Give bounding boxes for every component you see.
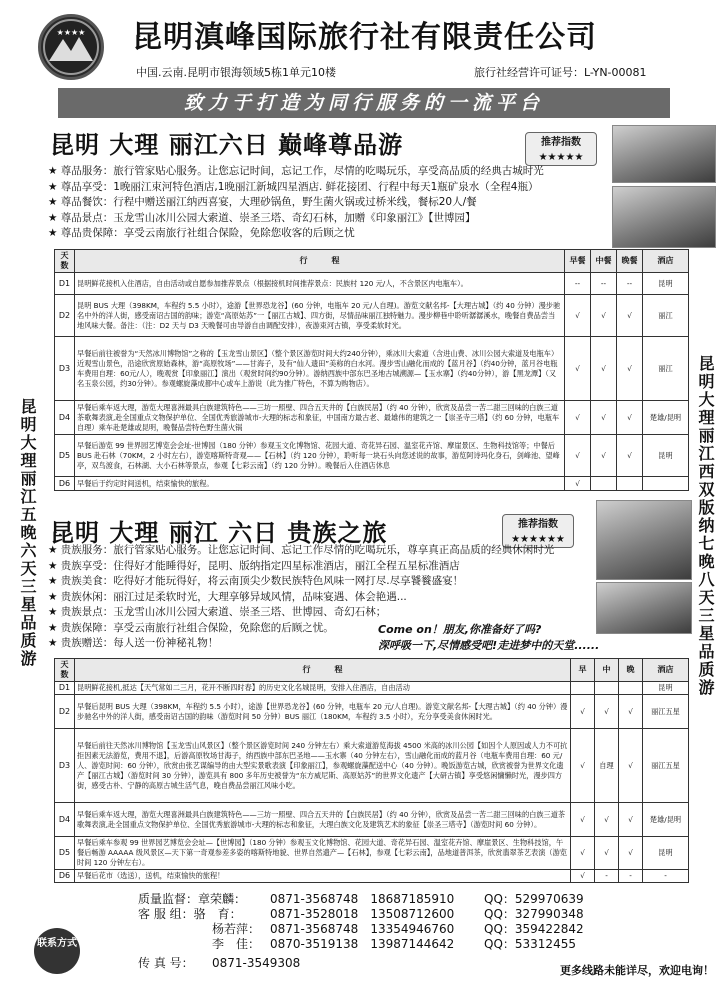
col-itinerary: 行 程 xyxy=(75,250,565,273)
col-day: 天数 xyxy=(55,659,75,682)
dinner xyxy=(617,477,643,491)
breakfast: √ xyxy=(565,477,591,491)
day: D6 xyxy=(55,870,75,883)
dinner: √ xyxy=(617,435,643,477)
contact-qq: QQ：359422842 xyxy=(484,922,584,936)
lunch: √ xyxy=(591,295,617,337)
itinerary: 早餐后游览 99 世界园艺博览会会址-世博园（180 分钟）参观玉文化博物馆、花园大道、奇花异石园、温室花卉馆、摩崖景区、生物科技馆等；中餐后 BUS 赴石林（70KM，2 小时左右），游览喀斯特奇观——【石林】（约 120 分钟），聆听每一块石头向您述说的故事，游览阿诗玛化身石，剑峰池、望峰亭，双鸟渡食，石林湖、大小石林等景点，参观【七彩云南】（约 120 分钟）。晚餐后入住酒店休息 xyxy=(75,435,565,477)
col-lunch: 中 xyxy=(595,659,619,682)
tour2-rating-label: 推荐指数 xyxy=(518,519,558,530)
table-row xyxy=(55,295,689,337)
lunch: √ xyxy=(595,803,619,837)
lunch: 自理 xyxy=(595,729,619,803)
day: D5 xyxy=(55,837,75,870)
tour1-feature: ★ 尊品餐饮：行程中赠送丽江纳西喜宴，大理砂锅鱼，野生菌火锅或过桥米线，餐标20人/餐 xyxy=(48,196,477,208)
itinerary: 早餐后昆明 BUS 大理（398KM，车程约 5.5 小时），途游【世界恐龙谷】(60 分钟，电瓶车 20 元/人自理)。游览文献名邦-【大理古城】（约 40 分钟）漫步驰名中外的洋人街，感受南诏古国的韵味（游览时间 50 分钟）BUS 丽江（180KM，车程约 3.5 小时），充分享受美食休闲时光。 xyxy=(75,695,571,729)
come-on-text: Come on！朋友,你准备好了吗? xyxy=(378,623,542,636)
fax-label: 传 真 号： xyxy=(138,956,194,970)
table-row xyxy=(55,729,689,803)
itinerary: 昆明鲜花接机,抵达【天气常如二三月，花开不断四时春】的历史文化名城昆明，安排入住酒店，自由活动 xyxy=(75,682,571,695)
tour2-feature: ★ 贵族景点：玉龙雪山冰川公园大索道、崇圣三塔、世博园、奇幻石林； xyxy=(48,606,387,618)
table-row xyxy=(55,477,689,491)
hotel: 昆明 xyxy=(643,837,689,870)
tour1-features xyxy=(48,164,544,242)
breakfast xyxy=(571,682,595,695)
tour2-feature: ★ 贵族享受：住得好才能睡得好，昆明、版纳指定四星标准酒店，丽江全程五星标准酒店 xyxy=(48,559,460,572)
dinner: √ xyxy=(617,401,643,435)
breath-text: 深呼吸一下,尽情感受吧!走进梦中的天堂...... xyxy=(378,639,600,652)
tour2-feature: ★ 贵族赠送：每人送一份神秘礼物！ xyxy=(48,637,219,649)
breakfast: √ xyxy=(565,435,591,477)
slogan-banner: 致力于打造为同行服务的一流平台 xyxy=(58,88,670,118)
contact-qq: QQ：327990348 xyxy=(484,907,584,921)
itinerary: 早餐后于约定时间送机，结束愉快的旅程。 xyxy=(75,477,565,491)
tour2-feature: ★ 贵族服务：旅行管家贴心服务。让您忘记时间、忘记工作尽情的吃喝玩乐，尊享真正高品质的经典休闲时光 xyxy=(48,544,555,556)
footer-note: 更多线路未能详尽，欢迎电询！ xyxy=(560,964,714,977)
table-row xyxy=(55,870,689,883)
itinerary: 早餐后乘车返大理，游览大理喜洲最具白族建筑特色——三坊一照壁、四合五天井的【白族民居】（约 40 分钟），欣赏及品尝一苦二甜三回味的白族三道茶歌舞表演,赴全国重点文物保护单位、全国优秀旅游城市-大理的标志和象征，中国南方最古老、最雄伟的建筑之一【崇圣寺三塔】（约 60 分钟，电瓶车自理）乘车赴楚雄或昆明，晚餐品尝特色野生菌火锅 xyxy=(75,401,565,435)
table-row xyxy=(55,803,689,837)
lunch: √ xyxy=(591,337,617,401)
hotel: - xyxy=(643,870,689,883)
col-breakfast: 早 xyxy=(571,659,595,682)
breakfast: -- xyxy=(565,273,591,295)
contact-label: 质量监督：章荣麟： xyxy=(138,892,247,906)
col-breakfast: 早餐 xyxy=(565,250,591,273)
table-row xyxy=(55,695,689,729)
day: D3 xyxy=(55,337,75,401)
day: D4 xyxy=(55,803,75,837)
dinner: √ xyxy=(619,837,643,870)
day: D3 xyxy=(55,729,75,803)
day: D1 xyxy=(55,273,75,295)
contact-label: 客 服 组：骆 育： xyxy=(138,907,242,921)
breakfast: √ xyxy=(571,837,595,870)
itinerary: 早餐后乘车返大理，游览大理喜洲最具白族建筑特色——三坊一照壁、四合五天井的【白族民居】（约 40 分钟），欣赏及品尝一苦二甜三回味的白族三道茶歌舞表演,赴全国重点文物保护单位、全国优秀旅游城市-大理的标志和象征，大理白族文化及建筑艺术的象征【崇圣三塔寺】（游览时间 60 分钟）。 xyxy=(75,803,571,837)
contact-phone: 0871-3568748 18687185910 xyxy=(270,892,455,906)
hotel: 昆明 xyxy=(643,435,689,477)
tour1-title: 昆明 大理 丽江六日 巅峰尊品游 xyxy=(50,131,404,159)
col-itinerary: 行 程 xyxy=(75,659,571,682)
hotel: 昆明 xyxy=(643,682,689,695)
col-dinner: 晚餐 xyxy=(617,250,643,273)
col-day: 天数 xyxy=(55,250,75,273)
svg-text:★★★★: ★★★★ xyxy=(56,28,86,37)
come-on-slogan xyxy=(378,622,599,654)
hotel: 昆明 xyxy=(643,273,689,295)
lunch xyxy=(591,477,617,491)
tour1-feature: ★ 尊品贵保障：享受云南旅行社组合保险，免除您收客的后顾之忧 xyxy=(48,227,355,239)
day: D5 xyxy=(55,435,75,477)
dinner: √ xyxy=(619,729,643,803)
day: D2 xyxy=(55,695,75,729)
hotel: 楚雄/昆明 xyxy=(643,401,689,435)
itinerary: 昆明 BUS 大理（398KM，车程约 5.5 小时），途游【世界恐龙谷】(60 分钟，电瓶车 20 元/人自理)。游览文献名邦-【大理古城】（约 40 分钟）漫步驰名中外的洋人街，感受南诏古国的韵味；游览“高原姑苏”一【丽江古城】、四方街，尽情品味丽江独特魅力。漫步柳巷中聆听潺潺溪水，晚餐自费品尝当地风味大餐。备注：（注：D2 天与 D3 天晚餐可由导游自由调配安排），夜游束河古镇，享受柔软时光。 xyxy=(75,295,565,337)
lunch: -- xyxy=(591,273,617,295)
tour2-itinerary-table xyxy=(54,658,689,883)
day: D4 xyxy=(55,401,75,435)
itinerary: 早餐后前往被誉为“天然冰川博物馆”之称的【玉龙雪山景区】（整个景区游览时间大约240分钟），乘冰川大索道（含进山费、冰川公园大索道及电瓶车）近观雪山景色，沿途欣赏原始森林，游“高原牧场”——甘海子，及有“仙人遗田”美称的白水河。漫步雪山融化而成的【蓝月谷】（约40分钟，蓝月谷电瓶车费用自理：60元/人），晚观赏【印象丽江】演出（观赏时间约90分钟）。游纳西族中部东巴圣地古城溯源—【玉水寨】（约40分钟），游【黑龙潭】（又名玉泉公园，约30分钟）。参观螺旋藻成都中心或车上游说（此为推广特色，不算为购物店）。 xyxy=(75,337,565,401)
tour1-photo-pavilion xyxy=(612,186,716,248)
breakfast: √ xyxy=(565,295,591,337)
table-row xyxy=(55,435,689,477)
col-lunch: 中餐 xyxy=(591,250,617,273)
contact-label: 杨若萍： xyxy=(212,922,261,936)
license-number: 旅行社经营许可证号：L-YN-00081 xyxy=(474,66,647,79)
breakfast: √ xyxy=(565,401,591,435)
hotel xyxy=(643,477,689,491)
day: D6 xyxy=(55,477,75,491)
col-hotel: 酒店 xyxy=(643,659,689,682)
itinerary: 早餐后乘车参观 99 世界园艺博览会会址—【世博园】（180 分钟）参观玉文化博物馆、花园大道、奇花异石园、温室花卉馆、摩崖景区、生物科技馆，午餐后畅游 AAAAA 级风景区—天下第一奇观参差多姿的喀斯特地貌、世界自然遗产—【石林】，参观【七彩云南】，品地道普洱茶，欣赏翡翠茶艺表演（游览时间 120 分钟左右）。 xyxy=(75,837,571,870)
tour2-photo-stone-forest xyxy=(596,582,692,634)
fax-number: 0871-3549308 xyxy=(212,956,301,970)
tour2-feature: ★ 贵族休闲：丽江过足柔软时光，大理享够异域风情，品味宴遇、体会艳遇... xyxy=(48,590,407,603)
table-row xyxy=(55,337,689,401)
hotel: 丽江五星 xyxy=(643,695,689,729)
tour2-feature: ★ 贵族保障：享受云南旅行社组合保险，免除您的后顾之忧。 xyxy=(48,621,334,634)
tour1-rating xyxy=(525,132,597,166)
table-row xyxy=(55,837,689,870)
breakfast: √ xyxy=(571,870,595,883)
tour2-feature: ★ 贵族美食：吃得好才能玩得好，将云南顶尖少数民族特色风味一网打尽.尽享饕餮盛宴！ xyxy=(48,575,464,587)
breakfast: √ xyxy=(571,803,595,837)
contact-qq: QQ：529970639 xyxy=(484,892,584,906)
lunch: √ xyxy=(595,695,619,729)
contact-phone: 0870-3519138 13987144642 xyxy=(270,937,455,951)
contact-badge: 联系方式 xyxy=(34,928,80,974)
company-name: 昆明滇峰国际旅行社有限责任公司 xyxy=(132,20,597,55)
breakfast: √ xyxy=(571,729,595,803)
tour2-photo-pagodas xyxy=(596,500,692,580)
col-dinner: 晚 xyxy=(619,659,643,682)
lunch: - xyxy=(595,870,619,883)
table-row xyxy=(55,401,689,435)
lunch: √ xyxy=(595,837,619,870)
contact-label: 李 佳： xyxy=(212,937,261,951)
day: D1 xyxy=(55,682,75,695)
tour1-rating-stars: ★★★★★ xyxy=(538,152,584,163)
table-header-row xyxy=(55,250,689,273)
lunch: √ xyxy=(591,435,617,477)
tour1-rating-label: 推荐指数 xyxy=(541,137,581,148)
table-row xyxy=(55,682,689,695)
tour1-feature: ★ 尊品享受：1晚丽江束河特色酒店,1晚丽江新城四星酒店. 鲜花接团、行程中每天1瓶矿泉水（全程4瓶） xyxy=(48,180,539,193)
hotel: 丽江 xyxy=(643,295,689,337)
day: D2 xyxy=(55,295,75,337)
breakfast: √ xyxy=(565,337,591,401)
itinerary: 早餐后花市（选送），送机，结束愉快的旅程！ xyxy=(75,870,571,883)
tour1-feature: ★ 尊品服务：旅行管家贴心服务。让您忘记时间，忘记工作，尽情的吃喝玩乐，享受高品质的经典古城时光 xyxy=(48,165,544,177)
itinerary: 早餐后前往天然冰川博物馆【玉龙雪山风景区】（整个景区游览时间 240 分钟左右）乘大索道游览海拔 4500 米高的冰川公园【如因个人原因或人力不可抗拒因素无法游览，费用不退】，后游高原牧场甘海子，纳西族中部东巴圣地——玉水寨（40 分钟左右），雪山融化而成的蓝月谷（电瓶车费用自理：60 元/人、游览时间：60 分钟），欣赏由张艺谋编导的由大型实景歌表演【印象丽江】，参观螺旋藻配送中心（40 分钟）。晚饭游览古城，欣赏被誉为世界文化遗产【丽江古城】（游览时间 30 分钟），游览具有 800 多年历史被誉为“东方威尼斯、高原姑苏”的世界文化遗产【大研古镇】享受悠闲慵懒时光，漫步四方街，感受古朴、宁静的高原古城生活气息，晚自费品尝丽江风味小吃。 xyxy=(75,729,571,803)
side-text-left: 昆明大理丽江五晚六天三星品质游 xyxy=(18,398,37,668)
col-hotel: 酒店 xyxy=(643,250,689,273)
dinner: √ xyxy=(619,803,643,837)
dinner: - xyxy=(619,870,643,883)
itinerary: 昆明鲜花接机入住酒店，自由活动或自愿参加推荐景点（根据接机时间推荐景点：民族村 120 元/人，不含景区内电瓶车）。 xyxy=(75,273,565,295)
lunch xyxy=(595,682,619,695)
tour1-photo-village xyxy=(612,125,716,183)
dinner xyxy=(619,682,643,695)
dinner: √ xyxy=(619,695,643,729)
hotel: 楚雄/昆明 xyxy=(643,803,689,837)
contact-phone: 0871-3528018 13508712600 xyxy=(270,907,455,921)
company-address: 中国.云南.昆明市银海领域5栋1单元10楼 xyxy=(136,66,336,79)
tour2-rating-stars: ★★★★★★ xyxy=(511,534,565,545)
dinner: √ xyxy=(617,295,643,337)
contact-qq: QQ：53312455 xyxy=(484,937,576,951)
side-text-right: 昆明大理丽江西双版纳七晚八天三星品质游 xyxy=(696,355,715,697)
dinner: √ xyxy=(617,337,643,401)
lunch: √ xyxy=(591,401,617,435)
contact-phone: 0871-3568748 13354946760 xyxy=(270,922,455,936)
breakfast: √ xyxy=(571,695,595,729)
hotel: 丽江 xyxy=(643,337,689,401)
hotel: 丽江五星 xyxy=(643,729,689,803)
company-logo-icon xyxy=(38,14,104,80)
tour2-title: 昆明 大理 丽江 六日 贵族之旅 xyxy=(50,519,388,547)
tour1-feature: ★ 尊品景点：玉龙雪山冰川公园大索道、崇圣三塔、奇幻石林，加赠《印象丽江》【世博园】 xyxy=(48,211,476,224)
tour1-itinerary-table xyxy=(54,249,689,491)
dinner: -- xyxy=(617,273,643,295)
table-row xyxy=(55,273,689,295)
table-header-row xyxy=(55,659,689,682)
